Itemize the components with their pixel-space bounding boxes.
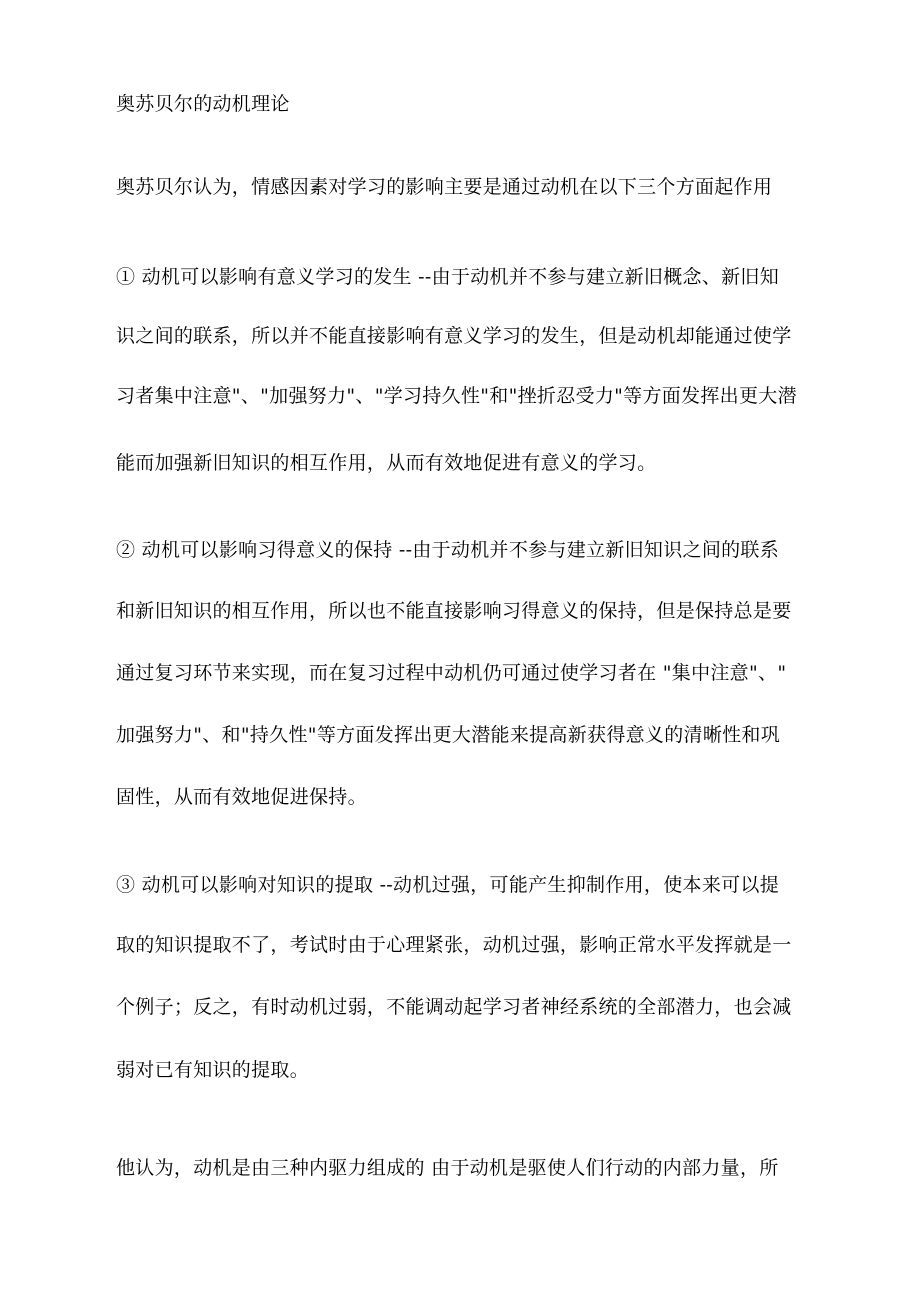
point-3-line: 个例子；反之，有时动机过弱，不能调动起学习者神经系统的全部潜力，也会减 [116,996,792,1018]
point-1-line: 习者集中注意"、"加强努力"、"学习持久性"和"挫折忍受力"等方面发挥出更大潜 [116,385,797,407]
point-2-line: ② 动机可以影响习得意义的保持 --由于动机并不参与建立新旧知识之间的联系 [116,539,780,561]
point-2-line: 通过复习环节来实现，而在复习过程中动机仍可通过使学习者在 "集中注意"、" [116,662,787,684]
point-3-line: 取的知识提取不了，考试时由于心理紧张，动机过强，影响正常水平发挥就是一 [116,934,792,956]
intro-paragraph: 奥苏贝尔认为，情感因素对学习的影响主要是通过动机在以下三个方面起作用 [116,176,773,198]
point-3-line: 弱对已有知识的提取。 [116,1059,310,1081]
point-2-line: 加强努力"、和"持久性"等方面发挥出更大潜能来提高新获得意义的清晰性和巩 [116,724,781,746]
closing-paragraph: 他认为，动机是由三种内驱力组成的 由于动机是驱使人们行动的内部力量，所 [116,1157,779,1179]
point-1-line: ① 动机可以影响有意义学习的发生 --由于动机并不参与建立新旧概念、新旧知 [116,266,780,288]
point-1-line: 识之间的联系，所以并不能直接影响有意义学习的发生，但是动机却能通过使学 [116,325,792,347]
point-2-line: 和新旧知识的相互作用，所以也不能直接影响习得意义的保持，但是保持总是要 [116,600,792,622]
document-title: 奥苏贝尔的动机理论 [116,93,290,115]
point-3-line: ③ 动机可以影响对知识的提取 --动机过强，可能产生抑制作用，使本来可以提 [116,874,780,896]
point-2-line: 固性，从而有效地促进保持。 [116,786,367,808]
point-1-line: 能而加强新旧知识的相互作用，从而有效地促进有意义的学习。 [116,452,657,474]
